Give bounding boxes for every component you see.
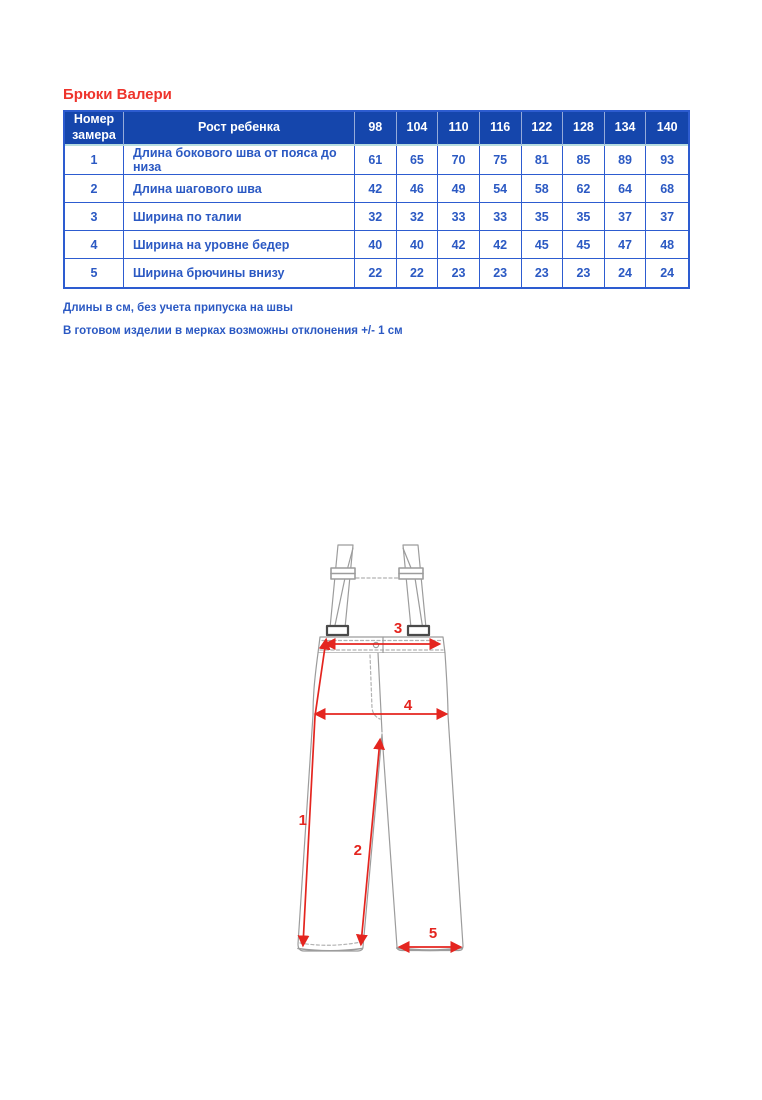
measure-number-cell: 1 <box>65 146 124 175</box>
measure-number-cell: 3 <box>65 203 124 231</box>
strap-clips <box>327 626 429 635</box>
size-col-header: 140 <box>646 112 688 146</box>
measure-label-cell: Длина бокового шва от пояса до низа <box>124 146 355 175</box>
size-col-header: 128 <box>563 112 605 146</box>
measure-value-cell: 42 <box>480 231 522 259</box>
measure-value-cell: 32 <box>355 203 397 231</box>
measure-label-cell: Ширина на уровне бедер <box>124 231 355 259</box>
size-col-header: 110 <box>438 112 480 146</box>
measure-value-cell: 37 <box>605 203 647 231</box>
measure-value-cell: 37 <box>646 203 688 231</box>
col-header-measure-number: Номер замера <box>65 112 124 146</box>
pants-outline <box>298 545 463 951</box>
measure-value-cell: 40 <box>397 231 439 259</box>
table-row <box>65 146 688 175</box>
measure-value-cell: 75 <box>480 146 522 175</box>
table-header-row <box>65 112 688 146</box>
table-row <box>65 231 688 259</box>
measure-value-cell: 61 <box>355 146 397 175</box>
measure-value-cell: 45 <box>563 231 605 259</box>
dim-label-3: 3 <box>393 620 403 637</box>
size-table-head <box>65 112 688 146</box>
table-row <box>65 203 688 231</box>
size-table <box>63 110 690 289</box>
page-title: Брюки Валери <box>63 86 172 103</box>
measure-value-cell: 85 <box>563 146 605 175</box>
measure-label-cell: Ширина брючины внизу <box>124 259 355 287</box>
measure-value-cell: 42 <box>355 175 397 203</box>
size-table-body <box>65 146 688 287</box>
measure-value-cell: 64 <box>605 175 647 203</box>
measure-value-cell: 23 <box>522 259 564 287</box>
measure-value-cell: 93 <box>646 146 688 175</box>
measure-label-cell: Ширина по талии <box>124 203 355 231</box>
dim-label-4: 4 <box>403 697 413 714</box>
measure-value-cell: 68 <box>646 175 688 203</box>
pants-diagram <box>270 520 520 980</box>
size-col-header: 134 <box>605 112 647 146</box>
dim-label-2: 2 <box>353 842 362 859</box>
dim-label-5: 5 <box>428 925 438 942</box>
measure-value-cell: 35 <box>563 203 605 231</box>
table-row <box>65 259 688 287</box>
note-lengths-cm: Длины в см, без учета припуска на швы <box>63 302 293 314</box>
measure-value-cell: 62 <box>563 175 605 203</box>
measure-value-cell: 35 <box>522 203 564 231</box>
measure-value-cell: 24 <box>646 259 688 287</box>
size-col-header: 98 <box>355 112 397 146</box>
measure-value-cell: 48 <box>646 231 688 259</box>
measure-value-cell: 47 <box>605 231 647 259</box>
size-col-header: 122 <box>522 112 564 146</box>
size-col-header: 116 <box>480 112 522 146</box>
measure-value-cell: 65 <box>397 146 439 175</box>
strap-buckles <box>331 568 423 579</box>
measure-number-cell: 4 <box>65 231 124 259</box>
measure-number-cell: 2 <box>65 175 124 203</box>
measure-value-cell: 58 <box>522 175 564 203</box>
measure-value-cell: 23 <box>480 259 522 287</box>
measure-value-cell: 46 <box>397 175 439 203</box>
measure-value-cell: 33 <box>438 203 480 231</box>
col-header-child-height: Рост ребенка <box>124 112 355 146</box>
measure-value-cell: 33 <box>480 203 522 231</box>
measure-value-cell: 81 <box>522 146 564 175</box>
measure-value-cell: 49 <box>438 175 480 203</box>
measure-value-cell: 70 <box>438 146 480 175</box>
measure-value-cell: 54 <box>480 175 522 203</box>
left-strap <box>330 545 353 628</box>
measure-value-cell: 22 <box>397 259 439 287</box>
dim-label-1: 1 <box>298 812 307 829</box>
note-tolerance: В готовом изделии в мерках возможны отклонения +/- 1 см <box>63 325 403 337</box>
measure-value-cell: 32 <box>397 203 439 231</box>
measure-value-cell: 22 <box>355 259 397 287</box>
measure-label-cell: Длина шагового шва <box>124 175 355 203</box>
measure-number-cell: 5 <box>65 259 124 287</box>
table-row <box>65 175 688 203</box>
measure-value-cell: 23 <box>438 259 480 287</box>
measure-value-cell: 40 <box>355 231 397 259</box>
measure-value-cell: 23 <box>563 259 605 287</box>
measure-value-cell: 24 <box>605 259 647 287</box>
size-col-header: 104 <box>397 112 439 146</box>
measure-value-cell: 42 <box>438 231 480 259</box>
measure-value-cell: 89 <box>605 146 647 175</box>
measure-value-cell: 45 <box>522 231 564 259</box>
